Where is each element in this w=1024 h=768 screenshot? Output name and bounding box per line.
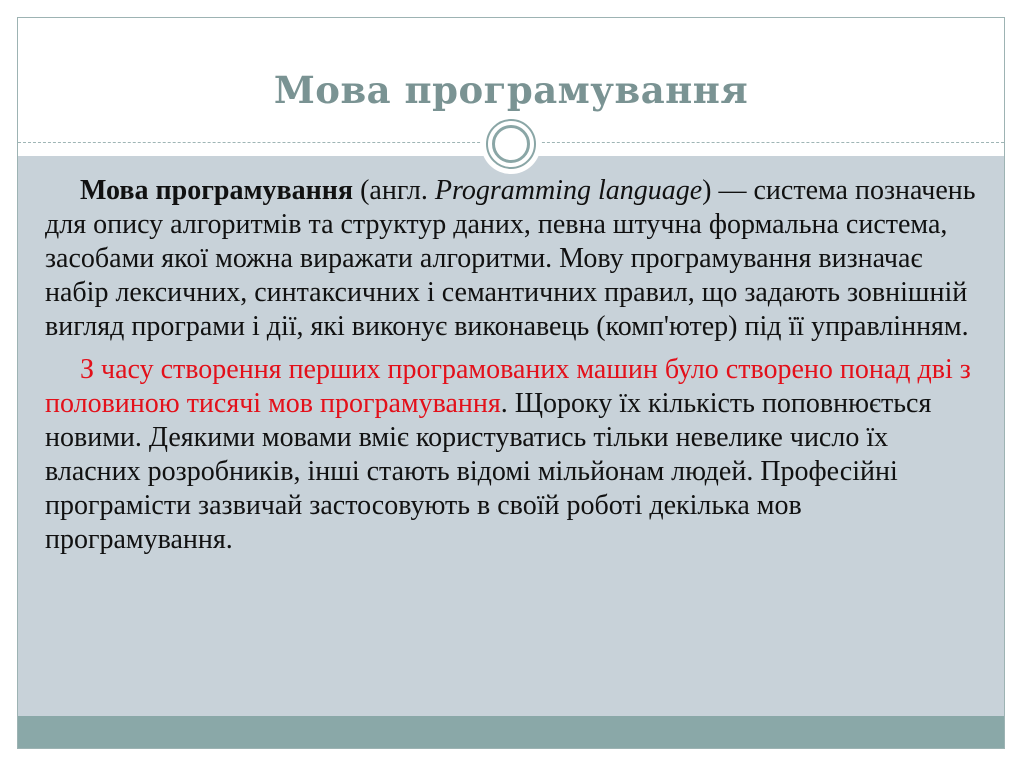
history-text: . Щороку їх кількість поповнюється новими. Деякими мовами вміє користуватись тільки невелике число їх власних розробників, інші стають відомі мільйонам людей. Професійні програмісти зазвичай застосовують в своїй роботі декілька мов програмування. (45, 388, 932, 555)
body-text (45, 174, 985, 557)
english-term: Programming language (434, 175, 703, 206)
definition-text: ) — система позначень для опису алгоритмів та структур даних, певна штучна формальна система, засобами якої можна виражати алгоритми. Мову програмування визначає набір лексичних, синтаксичних і семантичних правил, що задають зовнішній вигляд програми і дії, які виконує виконавець (комп'ютер) під її управлінням. (45, 175, 976, 342)
slide-title: Мова програмування (273, 68, 749, 112)
paren-prefix: (англ. (353, 175, 435, 206)
history-paragraph (45, 353, 985, 557)
term-bold: Мова програмування (80, 175, 354, 206)
definition-paragraph (45, 174, 985, 344)
ring-inner-icon (492, 125, 530, 163)
highlight-text: З часу створення перших програмованих машин було створено понад дві з половиною тисячі мов програмування (45, 354, 971, 419)
bottom-bar (18, 716, 1004, 748)
